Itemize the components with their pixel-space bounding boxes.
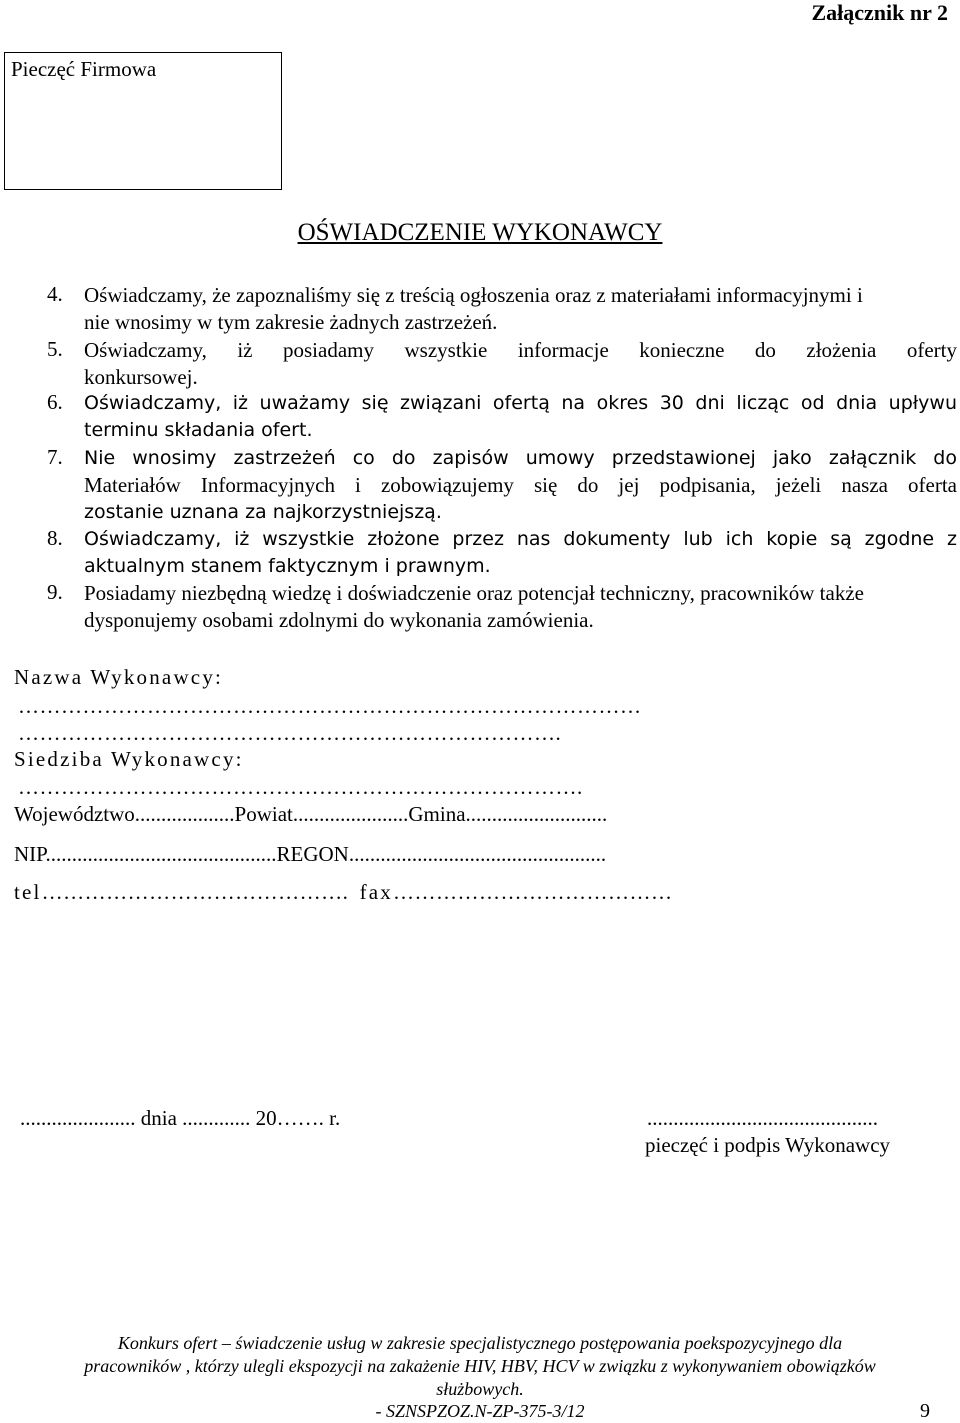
footer-line-1: Konkurs ofert – świadczenie usług w zakresie specjalistycznego postępowania poekspozycyjnego dla — [117, 1333, 843, 1353]
item-line: Oświadczamy, iż uważamy się związani ofertą na okres 30 dni licząc od dnia upływu — [84, 392, 957, 414]
contractor-name-label: Nazwa Wykonawcy: — [14, 665, 224, 689]
item-line: Oświadczamy, że zapoznaliśmy się z treścią ogłoszenia oraz z materiałami informacyjnymi i — [84, 283, 863, 307]
item-number: 9. — [47, 580, 63, 604]
item-line: Posiadamy niezbędną wiedzę i doświadczenie oraz potencjał techniczny, pracowników także — [84, 581, 864, 605]
item-line: Oświadczamy, iż wszystkie złożone przez nas dokumenty lub ich kopie są zgodne z — [84, 528, 957, 550]
nip-regon-line: NIP............................................REGON................................................. — [14, 842, 607, 866]
signature-dots: ............................................ — [647, 1106, 878, 1130]
item-line: nie wnosimy w tym zakresie żadnych zastrzeżeń. — [84, 310, 498, 334]
date-line: ...................... dnia ............. 20……. r. — [20, 1106, 341, 1130]
item-line: aktualnym stanem faktycznym i prawnym. — [84, 555, 491, 577]
item-line: dysponujemy osobami zdolnymi do wykonania zamówienia. — [84, 608, 594, 632]
item-number: 6. — [47, 390, 63, 414]
item-line: terminu składania ofert. — [84, 419, 313, 441]
fax-dots: ………………………………… — [393, 880, 673, 904]
tel-dots: ……………………………………. — [41, 880, 349, 904]
contractor-name-line-2: …………………………………………………………………. — [18, 721, 562, 745]
contractor-seat-label: Siedziba Wykonawcy: — [14, 747, 244, 771]
contractor-seat-line: ……………………………………………………………………. — [18, 775, 583, 799]
contractor-name-line-1: …………………………………………………………………………… — [18, 694, 642, 718]
page-title: OŚWIADCZENIE WYKONAWCY — [297, 219, 663, 246]
region-line: Województwo...................Powiat......................Gmina........................... — [14, 802, 608, 826]
footer-reference: - SZNSPZOZ.N-ZP-375-3/12 — [375, 1401, 585, 1421]
footer-line-2: pracowników , którzy ulegli ekspozycji na zakażenie HIV, HBV, HCV w związku z wykonywaniem obowiązków — [84, 1356, 876, 1376]
page-number: 9 — [920, 1400, 930, 1422]
item-line: zostanie uznana za najkorzystniejszą. — [84, 501, 442, 523]
item-line: konkursowej. — [84, 365, 198, 389]
item-line: Nie wnosimy zastrzeżeń co do zapisów umowy przedstawionej jako załącznik do — [84, 447, 957, 469]
item-line: Oświadczamy, iż posiadamy wszystkie informacje konieczne do złożenia oferty — [84, 338, 957, 362]
item-number: 7. — [47, 445, 63, 469]
signature-label: pieczęć i podpis Wykonawcy — [645, 1133, 891, 1157]
tel-fax-line — [14, 880, 673, 905]
fax-label: fax — [359, 880, 394, 904]
company-stamp-box — [4, 52, 282, 190]
item-line: Materiałów Informacyjnych i zobowiązujemy się do jej podpisania, jeżeli nasza oferta — [84, 473, 957, 497]
tel-label: tel — [14, 880, 42, 904]
stamp-label: Pieczęć Firmowa — [11, 57, 157, 81]
footer-line-3: służbowych. — [436, 1379, 524, 1399]
item-number: 5. — [47, 337, 63, 361]
item-number: 4. — [47, 282, 63, 306]
item-number: 8. — [47, 526, 63, 550]
annex-label: Załącznik nr 2 — [811, 0, 948, 25]
